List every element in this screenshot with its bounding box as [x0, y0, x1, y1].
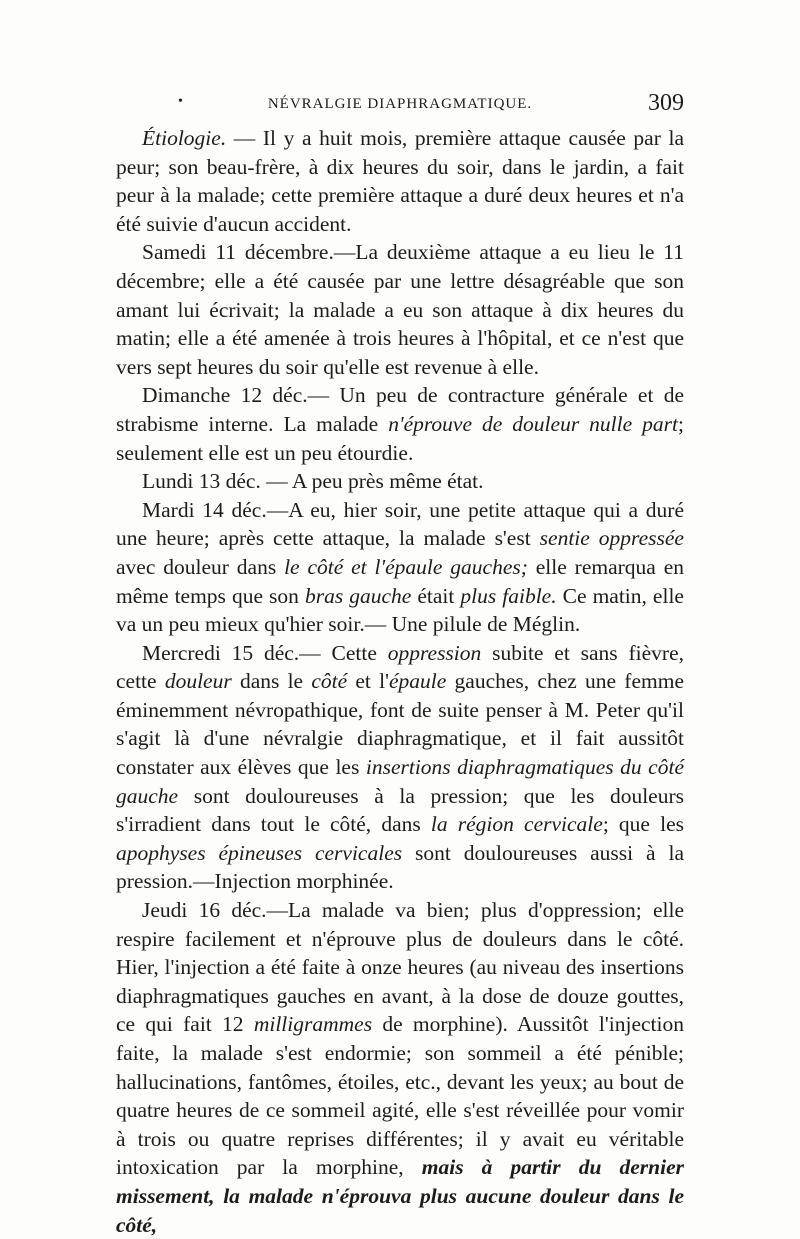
emphasis-text: milligrammes: [253, 1012, 373, 1037]
paragraph-text: Jeudi 16 déc.—La malade va bien; plus d'oppression; elle respire facilement et n'éprouve plus de douleurs dans le côté. Hier, l'injection a été faite à onze heures (au niveau des insertions diaphragmatiques gauches en avant, à la dose de douze gouttes, ce qui fait 12: [116, 898, 684, 1037]
paragraph-text: Mardi 14 déc.—A eu, hier soir, une petite attaque qui a duré une heure; après cette attaque, la malade s'est: [116, 497, 684, 551]
emphasis-text: bras gauche: [304, 583, 412, 608]
paragraph-text: ; seulement elle est un peu étourdie.: [116, 411, 684, 465]
header-bullet: •: [178, 94, 184, 109]
emphasis-text: le côté et l'épaule gauches;: [284, 554, 528, 579]
paragraph-text: subite et sans fièvre, cette: [116, 640, 685, 694]
paragraph-text: était: [411, 583, 461, 608]
running-title: NÉVRALGIE DIAPHRAGMATIQUE.: [267, 96, 533, 112]
emphasis-text: n'éprouve de douleur nulle part: [388, 411, 679, 436]
paragraph-mardi: [116, 496, 684, 639]
paragraph-text: — Il y a huit mois, première attaque causée par la peur; son beau-frère, à dix heures du soir, dans le jardin, a fait peur à la malade; cette première attaque a duré deux heures et n'a été suivie d'aucun accident.: [116, 126, 684, 236]
paragraph-text: sont douloureuses à la pression; que les douleurs s'irradient dans tout le côté, dans: [116, 783, 684, 837]
emphasis-text: sentie oppressée: [539, 526, 684, 551]
paragraph-samedi: [116, 238, 684, 381]
paragraph-jeudi: [116, 896, 684, 1239]
paragraph-text: de morphine). Aussitôt l'injection faite, la malade s'est endormie; son sommeil a été pénible; hallucinations, fantômes, étoiles, etc., devant les yeux; au bout de quatre heures de ce sommeil agité, elle s'est réveillée pour vomir à trois ou quatre reprises différentes; il y avait eu véritable intoxication par la morphine,: [116, 1012, 684, 1180]
paragraph-text: Lundi 13 déc. — A peu près même état.: [142, 469, 484, 494]
emphasis-text: la région cervicale: [430, 812, 603, 837]
etiologie-heading: Étiologie.: [142, 126, 227, 150]
paragraph-text: Ce matin, elle va un peu mieux qu'hier soir.— Une pilule de Méglin.: [116, 583, 684, 637]
page-body: [116, 124, 684, 1239]
paragraph-dimanche: [116, 381, 684, 467]
paragraph-text: et l': [347, 669, 389, 694]
running-header: [116, 92, 684, 122]
emphasis-text: douleur: [164, 669, 232, 694]
emphasis-text: oppression: [387, 640, 482, 665]
paragraph-etiologie: [116, 124, 684, 238]
paragraph-text: dans le: [231, 669, 312, 694]
emphasis-text: mais à partir du dernier missement, la malade n'éprouva plus aucune douleur dans le côté,: [116, 1155, 684, 1237]
paragraph-text: sont douloureuses aussi à la pression.—Injection morphinée.: [116, 840, 684, 894]
paragraph-text: Samedi 11 décembre.—La deuxième attaque a eu lieu le 11 décembre; elle a été causée par une lettre désagréable que son amant lui écrivait; la malade a eu son attaque à dix heures du matin; elle a été amenée à trois heures à l'hôpital, et ce n'est que vers sept heures du soir qu'elle est revenue à elle.: [116, 240, 684, 379]
paragraph-lundi: [116, 467, 684, 496]
paragraph-text: Dimanche 12 déc.— Un peu de contracture générale et de strabisme interne. La malade: [116, 383, 684, 436]
emphasis-text: épaule: [389, 669, 447, 694]
emphasis-text: insertions diaphragmatiques du côté gauche: [116, 755, 684, 808]
paragraph-text: avec douleur dans: [116, 554, 285, 579]
emphasis-text: plus faible.: [460, 583, 557, 608]
paragraph-text: elle remarqua en même temps que son: [116, 554, 684, 608]
paragraph-text: Mercredi 15 déc.— Cette: [142, 640, 388, 665]
paragraph-text: ; que les: [602, 812, 684, 837]
emphasis-text: côté: [311, 669, 348, 694]
paragraph-text: gauches, chez une femme éminemment névropathique, font de suite penser à M. Peter qu'il s'agit là d'une névralgie diaphragmatique, et il fait aussitôt constater aux élèves que les: [116, 669, 684, 780]
paragraph-mercredi: [116, 639, 684, 896]
emphasis-text: apophyses épineuses cervicales: [116, 840, 403, 865]
page-number: 309: [648, 90, 684, 116]
